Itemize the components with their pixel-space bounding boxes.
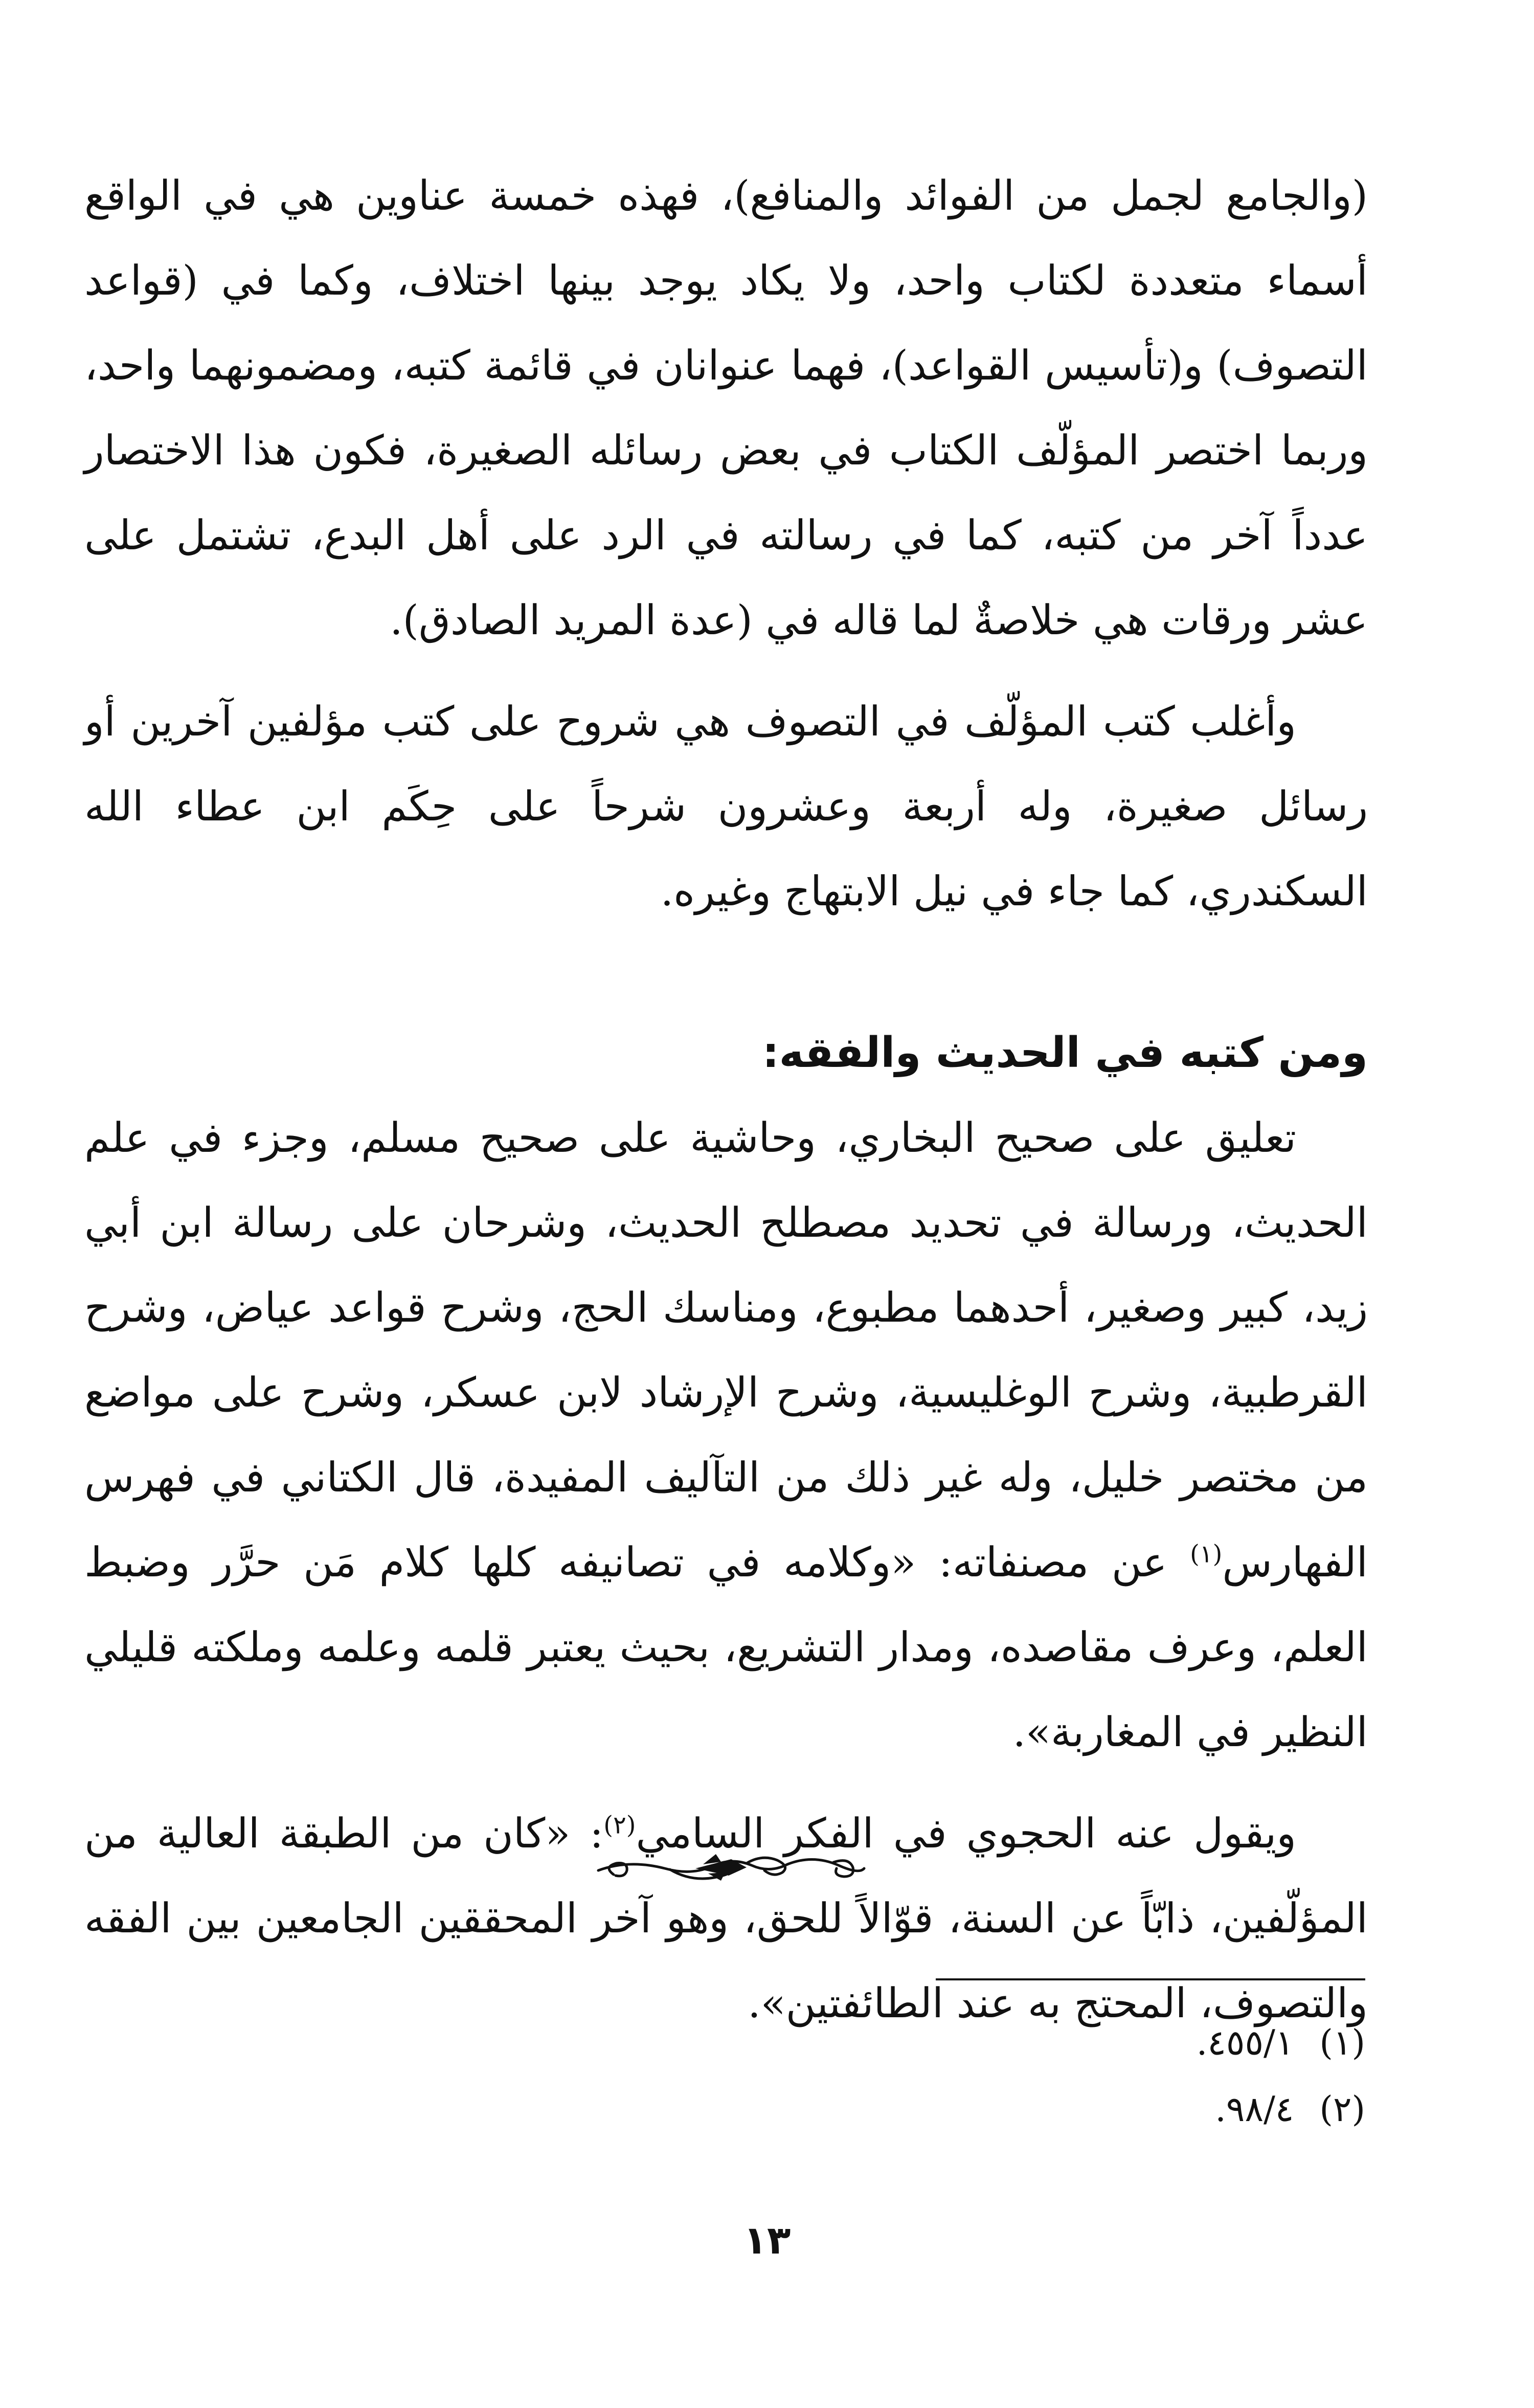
paragraph-3-text-end: عن مصنفاته: «وكلامه في تصانيفه كلها كلام مَن حرَّر وضبط العلم، وعرف مقاصده، ومدار التشريع، بحيث يعتبر قلمه وعلمه وملكته قليلي النظير في المغاربة». — [84, 1539, 1368, 1756]
page-number: ١٣ — [743, 2217, 791, 2263]
paragraph-3-text-start: تعليق على صحيح البخاري، وحاشية على صحيح مسلم، وجزء في علم الحديث، ورسالة في تحديد مصطلح الحديث، وشرحان على رسالة ابن أبي زيد، كبير وصغير، أحدهما مطبوع، ومناسك الحج، وشرح قواعد عياض، وشرح القرطبية، وشرح الوغليسية، وشرح الإرشاد لابن عسكر، وشرح على مواضع من مختصر خليل، وله غير ذلك من التآليف المفيدة، قال الكتاني في فهرس الفهارس — [84, 1114, 1368, 1586]
paragraph-4-text-start: ويقول عنه الحجوي في الفكر السامي — [636, 1810, 1296, 1857]
footnote-reference-2[interactable]: (٢) — [603, 1811, 636, 1840]
paragraph-2-text: وأغلب كتب المؤلّف في التصوف هي شروح على كتب مؤلفين آخرين أو رسائل صغيرة، وله أربعة وعشرون شرحاً على حِكَم ابن عطاء الله السكندري، كما جاء في نيل الابتهاج وغيره. — [84, 698, 1368, 915]
paragraph-1 — [84, 153, 1368, 663]
paragraph-4 — [84, 1791, 1368, 2046]
paragraph-1-text: (والجامع لجمل من الفوائد والمنافع)، فهذه خمسة عناوين هي في الواقع أسماء متعددة لكتاب واحد، ولا يكاد يوجد بينها اختلاف، وكما في (قواعد التصوف) و(تأسيس القواعد)، فهما عنوانان في قائمة كتبه، ومضمونهما واحد، وربما اختصر المؤلّف الكتاب في بعض رسائله الصغيرة، فكون هذا الاختصار عدداً آخر من كتبه، كما في رسالته في الرد على أهل البدع، تشتمل على عشر ورقات هي خلاصةٌ لما قاله في (عدة المريد الصادق). — [84, 172, 1368, 644]
paragraph-4-text-end: : «كان من الطبقة العالية من المؤلّفين، ذابّاً عن السنة، قوّالاً للحق، وهو آخر المحققين الجامعين بين الفقه والتصوف، المحتج به عند الطائفتين». — [84, 1810, 1368, 2027]
footnotes — [767, 2010, 1365, 2143]
main-text — [84, 153, 1368, 2046]
footnote-2-number: (٢) — [1319, 2089, 1365, 2130]
paragraph-3 — [84, 1096, 1368, 1775]
ornament-divider-icon — [593, 1839, 869, 1895]
footnote-reference-1[interactable]: (١) — [1190, 1540, 1223, 1569]
section-heading: ومن كتبه في الحديث والفقه: — [762, 1029, 1368, 1077]
footnote-2 — [767, 2077, 1365, 2143]
footnote-2-text: ٩٨/٤. — [1215, 2089, 1294, 2130]
paragraph-2 — [84, 679, 1368, 934]
footnote-1-number: (١) — [1319, 2023, 1365, 2063]
footnote-1-text: ٤٥٥/١. — [1196, 2023, 1294, 2063]
footnote-separator — [936, 1978, 1365, 1980]
footnote-1 — [767, 2010, 1365, 2077]
